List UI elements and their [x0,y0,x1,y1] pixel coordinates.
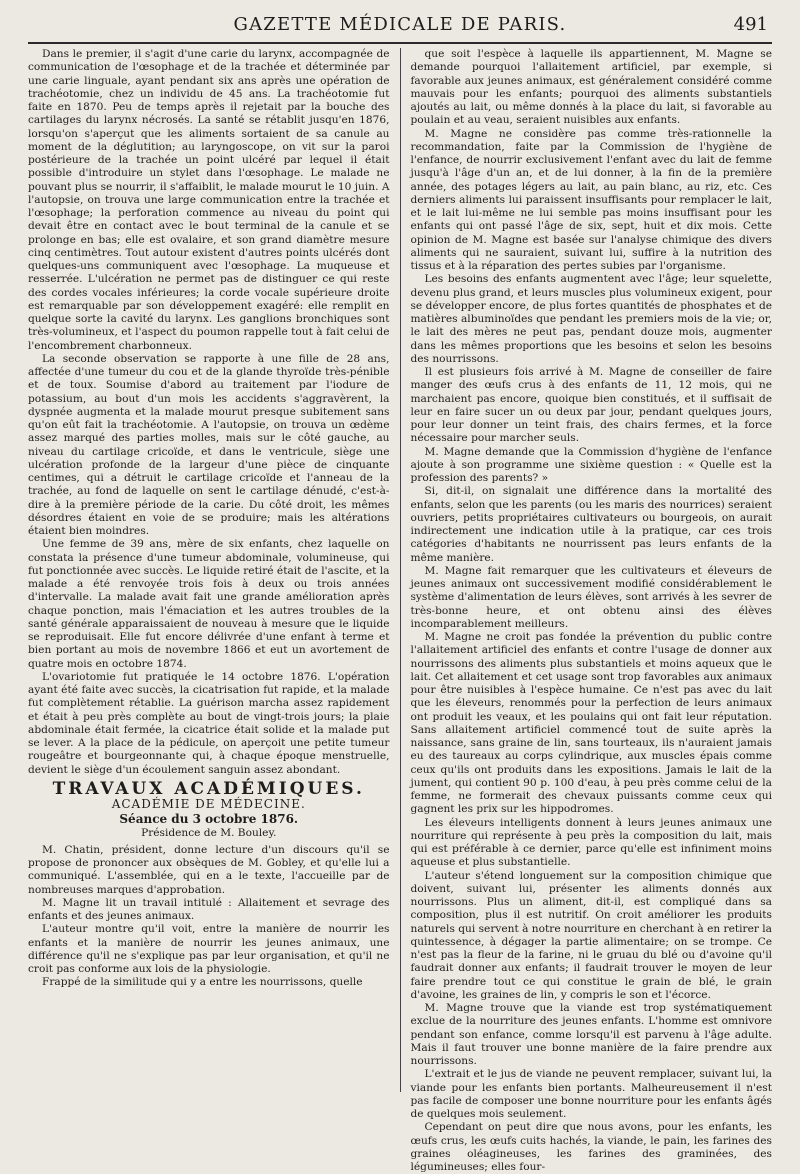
journal-title: GAZETTE MÉDICALE DE PARIS. [233,14,567,35]
page-number: 491 [733,14,768,35]
paragraph: L'extrait et le jus de viande ne peuvent remplacer, suivant lui, la viande pour les enfants bien portants. Malheureusement il n'est pas facile de composer une bonne nourriture pour les enfants âgés de quelques mois seulement. [410,1068,772,1120]
paragraph: que soit l'espèce à laquelle ils appartiennent, M. Magne se demande pourquoi l'allaitement artificiel, par exemple, si favorable aux jeunes animaux, est généralement considéré comme mauvais pour les enfants; pourquoi des aliments substantiels ajoutés au lait, ou même donnés à la place du lait, si favorable au poulain et au veau, seraient nuisibles aux enfants. [410,48,772,127]
paragraph: M. Magne ne croit pas fondée la prévention du public contre l'allaitement artificiel des enfants et contre l'usage de donner aux nourrissons des aliments plus substantiels et moins aqueux que le lait. Cet allaitement et cet usage sont trop favorables aux animaux pour être nuisibles à l'espèce humaine. Ce n'est pas avec du lait que les éleveurs, renommés pour la perfection de leurs animaux ont produit les veaux, et les poulains qui ont fait leur réputation. Sans allaitement artificiel commencé tout de suite après la naissance, sans graine de lin, sans tourteaux, ils n'auraient jamais eu des taureaux au corps cylindrique, aux muscles épais comme ceux qu'ils ont produits dans les expositions. Jamais le lait de la jument, qui contient 90 p. 100 d'eau, à peu près comme celui de la femme, ne formerait des chevaux puissants comme ceux qui gagnent les prix sur les hippodromes. [410,631,772,816]
paragraph: M. Magne lit un travail intitulé : Allaitement et sevrage des enfants et des jeunes animaux. [28,896,390,922]
paragraph: L'auteur s'étend longuement sur la composition chimique que doivent, suivant lui, présenter les aliments donnés aux nourrissons. Plus un aliment, dit-il, est compliqué dans sa composition, plus il est nutritif. On croit améliorer les produits naturels qui servent à notre nourriture en cherchant à en retirer la quintessence, à dégager la partie alimentaire; on se trompe. Ce n'est pas la fleur de la farine, ni le gruau du blé ou d'avoine qu'il faudrait donner aux enfants; il faudrait trouver le moyen de leur faire prendre tout ce qui constitue le grain de blé, le grain d'avoine, les graines de lin, y compris le son et l'écorce. [410,869,772,1001]
right-column [410,48,773,1173]
section-title: TRAVAUX ACADÉMIQUES. [52,778,365,799]
column-divider [400,48,401,1092]
two-column-body [28,48,772,1173]
session-heading: Séance du 3 octobre 1876. [119,812,299,827]
paragraph: L'ovariotomie fut pratiquée le 14 octobre 1876. L'opération ayant été faite avec succès, la cicatrisation fut rapide, et la malade fut complètement rétablie. La guérison marcha assez rapidement et était à peu près complète au bout de vingt-trois jours; la plaie abdominale était fermée, la cicatrice était solide et la malade put se lever. A la place de la pédicule, on aperçoit une petite tumeur rougeâtre et bourgeonnante qui, à chaque époque menstruelle, devient le siège d'un écoulement sanguin assez abondant. [28,670,390,776]
paragraph: M. Magne demande que la Commission d'hygiène de l'enfance ajoute à son programme une sixième question : « Quelle est la profession des parents? » [410,445,772,484]
page-header [28,12,772,44]
paragraph: Il est plusieurs fois arrivé à M. Magne de conseiller de faire manger des œufs crus à des enfants de 11, 12 mois, qui ne marchaient pas encore, quoique bien constitués, et il suffisait de leur en faire sucer un ou deux par jour, pendant quelques jours, pour leur donner un teint frais, des chairs fermes, et la force nécessaire pour marcher seuls. [410,366,772,445]
paragraph: M. Magne fait remarquer que les cultivateurs et éleveurs de jeunes animaux ont successivement modifié considérablement le système d'alimentation de leurs élèves, sont arrivés à les sevrer de très-bonne heure, et ont obtenu ainsi des élèves incomparablement meilleurs. [410,564,772,630]
paragraph: M. Magne ne considère pas comme très-rationnelle la recommandation, faite par la Commission de l'hygiène de l'enfance, de nourrir exclusivement l'enfant avec du lait de femme jusqu'à l'âge d'un an, et de lui donner, à la fin de la première année, des potages légers au lait, au pain blanc, au riz, etc. Ces derniers aliments lui paraissent insuffisants pour remplacer le lait, et le lait lui-même ne lui semble pas moins insuffisant pour les enfants qui ont passé l'âge de six, sept, huit et dix mois. Cette opinion de M. Magne est basée sur l'analyse chimique des divers aliments qui ne sauraient, suivant lui, suffire à la nutrition des tissus et à la réparation des pertes subies par l'organisme. [410,127,772,272]
paragraph: M. Magne trouve que la viande est trop systématiquement exclue de la nourriture des jeunes enfants. L'homme est omnivore pendant son enfance, comme lorsqu'il est parvenu à l'âge adulte. Mais il faut trouver une bonne manière de la faire prendre aux nourrissons. [410,1002,772,1067]
paragraph: Frappé de la similitude qui y a entre les nourrissons, quelle [42,976,363,989]
paragraph: Une femme de 39 ans, mère de six enfants, chez laquelle on constata la présence d'une tumeur abdominale, volumineuse, qui fut ponctionnée avec succès. Le liquide retiré était de l'ascite, et la malade a été renvoyée trois fois à deux ou trois années d'intervalle. La malade avait fait une grande amélioration après chaque ponction, mais l'émaciation et les autres troubles de la santé générale apparaissaient de nouveau à mesure que le liquide se reproduisait. Elle fut encore délivrée d'une enfant à terme et bien portant au mois de novembre 1866 et eut un avortement de quatre mois en octobre 1874. [28,538,390,670]
academy-heading: ACADÉMIE DE MÉDECINE. [111,797,306,811]
paragraph: Si, dit-il, on signalait une différence dans la mortalité des enfants, selon que les parents (ou les maris des nourrices) seraient ouvriers, petits propriétaires cultivateurs ou bourgeois, on aurait indirectement une indication utile à la pratique, car ces trois catégories d'habitants ne nourrissent pas leurs enfants de la même manière. [410,485,772,564]
paragraph: Dans le premier, il s'agit d'une carie du larynx, accompagnée de communication de l'œsophage et de la trachée et déterminée par une carie linguale, ayant pendant six ans après une opération de trachéotomie, chez un individu de 45 ans. La trachéotomie fut faite en 1870. Peu de temps après il rejetait par la bouche des cartilages du larynx nécrosés. La santé se rétablit jusqu'en 1876, lorsqu'on s'aperçut que les aliments sortaient de sa canule au moment de la déglutition; au laryngoscope, on vit sur la paroi postérieure de la trachée un point ulcéré par lequel il était possible d'introduire un stylet dans l'œsophage. Le malade ne pouvant plus se nourrir, il s'affaiblit, le malade mourut le 10 juin. A l'autopsie, on trouva une large communication entre la trachée et l'œsophage; la perforation commence au niveau du point qui devait être en contact avec le bout terminal de la canule et se prolonge en bas; elle est ovalaire, et son grand diamètre mesure cinq centimètres. Tout autour existent d'autres points ulcérés dont quelques-uns communiquent avec l'œsophage. La muqueuse et resserrée. L'ulcération ne permet pas de distinguer ce qui reste des cordes vocales inférieures; la corde vocale supérieure droite est remarquable par son développement exagéré: elle remplit en quelque sorte la cavité du larynx. Les ganglions bronchiques sont très-volumineux, et l'aspect du poumon rappelle tout à fait celui de l'encombrement charbonneux. [28,48,390,352]
paragraph: La seconde observation se rapporte à une fille de 28 ans, affectée d'une tumeur du cou et de la glande thyroïde très-pénible et de toux. Soumise d'abord au traitement par l'iodure de potassium, au bout d'un mois les accidents s'aggravèrent, la dyspnée augmenta et la malade mourut presque subitement sans qu'on eût fait la trachéotomie. A l'autopsie, on trouva un œdème assez marqué des parties molles, mais sur le côté gauche, au niveau du cartilage cricoïde, et dans le ventricule, siège une ulcération profonde de la largeur d'une pièce de cinquante centimes, qui a détruit le cartilage cricoïde et l'anneau de la trachée, au fond de laquelle on sent le cartilage dénudé, c'est-à-dire à la première période de la carie. Du côté droit, les mêmes désordres étaient en voie de se produire; mais les altérations étaient bien moindres. [28,352,390,537]
paragraph: L'auteur montre qu'il voit, entre la manière de nourrir les enfants et la manière de nourrir les jeunes animaux, une différence qu'il ne s'explique pas par leur organisation, et qu'il ne croit pas conforme aux lois de la physiologie. [28,923,390,975]
paragraph: Les besoins des enfants augmentent avec l'âge; leur squelette, devenu plus grand, et leurs muscles plus volumineux exigent, pour se développer encore, de plus fortes quantités de phosphates et de matières albuminoïdes que pendant les premiers mois de la vie; or, le lait des mères ne peut pas, pendant douze mois, augmenter dans les mêmes proportions que les besoins et selon les besoins des nourrissons. [410,273,772,365]
paragraph: M. Chatin, président, donne lecture d'un discours qu'il se propose de prononcer aux obsèques de M. Gobley, et qu'elle lui a communiqué. L'assemblée, qui en a le texte, l'accueille par de nombreuses marques d'approbation. [28,843,390,896]
paragraph: Cependant on peut dire que nous avons, pour les enfants, les œufs crus, les œufs cuits hachés, la viande, le pain, les farines des graines oléagineuses, les farines des graminées, des légumineuses; elles four- [410,1121,772,1173]
paragraph: Les éleveurs intelligents donnent à leurs jeunes animaux une nourriture qui représente à peu près la composition du lait, mais qui est préférable à ce dernier, parce qu'elle est infiniment moins aqueuse et plus substantielle. [410,816,772,869]
presidence-line: Présidence de M. Bouley. [141,826,277,839]
left-column [28,48,390,1092]
